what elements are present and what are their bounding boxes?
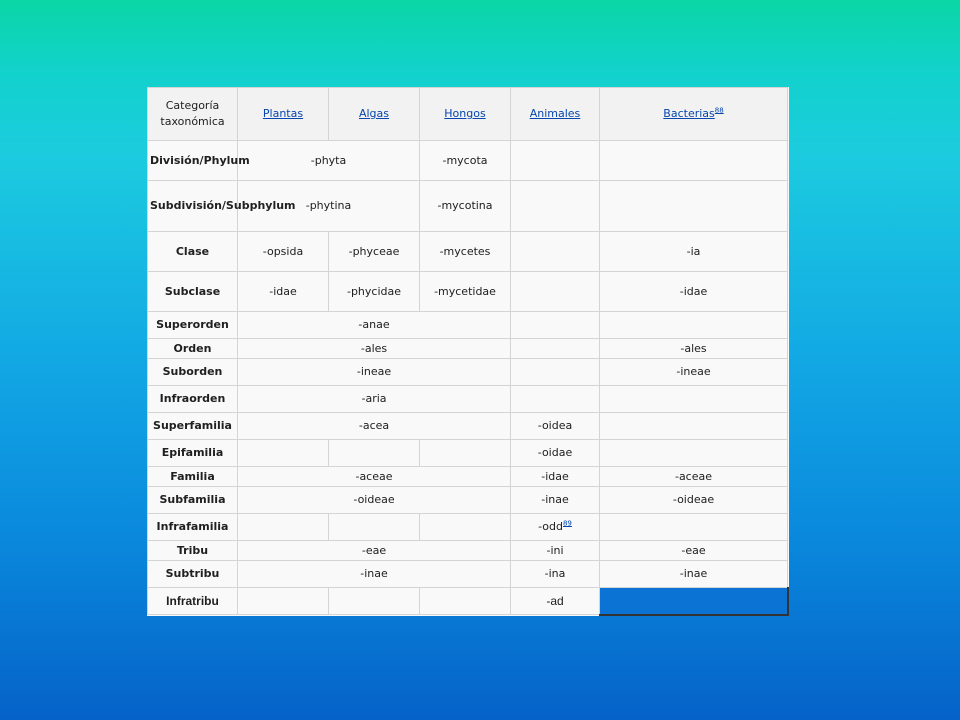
- table-cell: [238, 440, 329, 467]
- table-cell: [420, 514, 511, 541]
- plants-link[interactable]: Plantas: [262, 107, 304, 120]
- algae-link[interactable]: Algas: [358, 107, 390, 120]
- table-cell: -phycidae: [329, 272, 420, 312]
- row-label: Suborden: [148, 359, 238, 386]
- header-animals: [511, 88, 600, 141]
- table-row: [148, 514, 788, 541]
- table-cell: -inae: [238, 561, 511, 588]
- taxonomy-table: [147, 87, 789, 616]
- table-row: [148, 440, 788, 467]
- table-cell: -aceae: [600, 467, 788, 487]
- table-cell: -aceae: [238, 467, 511, 487]
- table-cell: -oideae: [600, 487, 788, 514]
- table-cell: [238, 588, 329, 615]
- row-label: Superorden: [148, 312, 238, 339]
- table-cell: -ad: [511, 588, 600, 615]
- table-cell: [511, 339, 600, 359]
- table-cell: [511, 312, 600, 339]
- table-cell: -idae: [600, 272, 788, 312]
- header-fungi: [420, 88, 511, 141]
- bacteria-link[interactable]: Bacterias: [663, 107, 715, 120]
- table-cell: [600, 181, 788, 232]
- table-cell: [511, 359, 600, 386]
- table-cell: -ales: [238, 339, 511, 359]
- fungi-link[interactable]: Hongos: [444, 107, 486, 120]
- table-cell: [511, 232, 600, 272]
- row-label: Superfamilia: [148, 413, 238, 440]
- highlighted-cell: [600, 588, 788, 615]
- header-bacteria: [600, 88, 788, 141]
- table-cell: [600, 440, 788, 467]
- infrafamily-suffix: -odd: [538, 520, 563, 533]
- row-label: Subdivisión/Subphylum: [148, 181, 238, 232]
- table-cell: -acea: [238, 413, 511, 440]
- table-row: [148, 386, 788, 413]
- row-label: Infraorden: [148, 386, 238, 413]
- bacteria-footnote-link[interactable]: 88: [714, 106, 724, 115]
- table-cell: -ineae: [238, 359, 511, 386]
- table-row: [148, 359, 788, 386]
- table-cell: [238, 514, 329, 541]
- table-row: [148, 541, 788, 561]
- table-cell: -oidea: [511, 413, 600, 440]
- table-cell: -mycetes: [420, 232, 511, 272]
- row-label: Infratribu: [148, 588, 238, 615]
- table-row: [148, 561, 788, 588]
- table-cell: [600, 141, 788, 181]
- table-cell: -ini: [511, 541, 600, 561]
- header-plants: [238, 88, 329, 141]
- table-cell: -mycota: [420, 141, 511, 181]
- table-cell: -phyta: [238, 141, 420, 181]
- row-label: Subfamilia: [148, 487, 238, 514]
- row-label: Infrafamilia: [148, 514, 238, 541]
- table-row: [148, 141, 788, 181]
- table-cell: [329, 514, 420, 541]
- table-cell: -aria: [238, 386, 511, 413]
- table-cell: -mycetidae: [420, 272, 511, 312]
- table-cell: [329, 588, 420, 615]
- table-cell: -phyceae: [329, 232, 420, 272]
- table-cell: -idae: [238, 272, 329, 312]
- table-cell: -ina: [511, 561, 600, 588]
- table-row: [148, 339, 788, 359]
- row-label: Familia: [148, 467, 238, 487]
- row-label: Epifamilia: [148, 440, 238, 467]
- table-row: [148, 272, 788, 312]
- table-row: [148, 232, 788, 272]
- table-cell: -eae: [238, 541, 511, 561]
- row-label: División/Phylum: [148, 141, 238, 181]
- table-cell: -eae: [600, 541, 788, 561]
- row-label: Tribu: [148, 541, 238, 561]
- animals-link[interactable]: Animales: [529, 107, 581, 120]
- table-cell: -ineae: [600, 359, 788, 386]
- table-cell: -opsida: [238, 232, 329, 272]
- table-cell: -phytina: [238, 181, 420, 232]
- infrafamily-footnote-link[interactable]: 89: [562, 519, 572, 528]
- row-label: Orden: [148, 339, 238, 359]
- table-cell: [511, 272, 600, 312]
- table-cell: -inae: [511, 487, 600, 514]
- header-category: Categoría taxonómica: [148, 88, 238, 141]
- header-algae: [329, 88, 420, 141]
- table-cell: -ales: [600, 339, 788, 359]
- row-label: Subclase: [148, 272, 238, 312]
- table-cell: [329, 440, 420, 467]
- table-cell: [420, 440, 511, 467]
- table-row: [148, 312, 788, 339]
- table-cell: -inae: [600, 561, 788, 588]
- table-row: [148, 181, 788, 232]
- table-row: [148, 588, 788, 615]
- table-cell: -ia: [600, 232, 788, 272]
- table-cell: [600, 386, 788, 413]
- table-row: [148, 487, 788, 514]
- table-cell: -oidae: [511, 440, 600, 467]
- table-row: [148, 467, 788, 487]
- table-cell: [600, 413, 788, 440]
- table-cell: -anae: [238, 312, 511, 339]
- table-cell: [600, 312, 788, 339]
- table-cell: -oideae: [238, 487, 511, 514]
- table-cell: [600, 514, 788, 541]
- table-cell: -mycotina: [420, 181, 511, 232]
- row-label: Clase: [148, 232, 238, 272]
- table-cell: [511, 514, 600, 541]
- row-label: Subtribu: [148, 561, 238, 588]
- table-cell: -idae: [511, 467, 600, 487]
- table-cell: [511, 141, 600, 181]
- table-cell: [511, 386, 600, 413]
- table-cell: [420, 588, 511, 615]
- table-row: [148, 413, 788, 440]
- header-row: [148, 88, 788, 141]
- table-cell: [511, 181, 600, 232]
